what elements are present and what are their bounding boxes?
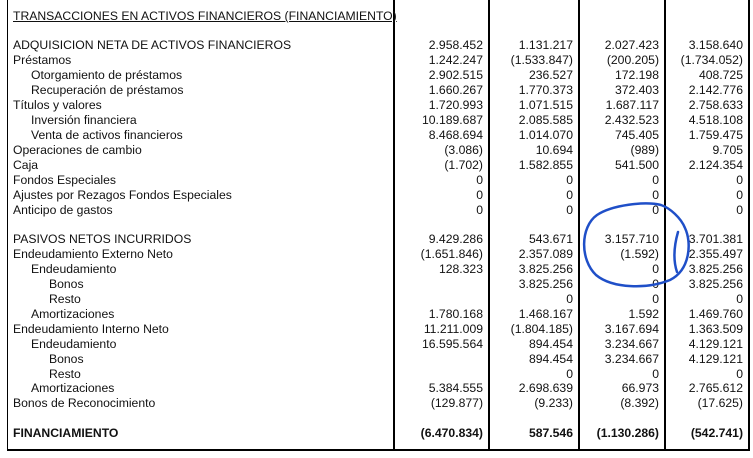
row-value-col-1: 11.211.009	[423, 322, 483, 336]
row-label: Bonos	[49, 352, 84, 366]
row-value-col-4: 1.363.509	[688, 322, 743, 336]
row-value-col-4: 4.129.121	[688, 352, 743, 366]
row-label: Venta de activos financieros	[31, 128, 183, 142]
row-value-col-4: 9.705	[712, 143, 743, 157]
row-value-col-1: 8.468.694	[428, 128, 483, 142]
row-value-col-4: 0	[736, 173, 743, 187]
row-value-col-4: 3.701.381	[688, 232, 743, 246]
row-value-col-1: 2.902.515	[428, 68, 483, 82]
row-value-col-3: 1.687.117	[605, 98, 659, 112]
row-value-col-2: 894.454	[528, 337, 573, 351]
row-label: Fondos Especiales	[13, 173, 116, 187]
row-value-col-2: 2.085.585	[518, 113, 573, 127]
row-value-col-1: 16.595.564	[422, 337, 483, 351]
row-label: Endeudamiento	[31, 262, 117, 276]
column-divider-4	[664, 0, 666, 450]
row-label: Ajustes por Rezagos Fondos Especiales	[13, 188, 232, 202]
row-value-col-3: (200.205)	[606, 53, 659, 67]
row-label: Resto	[49, 367, 81, 381]
row-value-col-2: 0	[566, 203, 573, 217]
row-value-col-2: 587.546	[528, 426, 573, 440]
row-value-col-3: 541.500	[614, 158, 659, 172]
row-label: Préstamos	[13, 53, 72, 67]
row-value-col-1: 1.242.247	[428, 53, 483, 67]
row-value-col-3: 0	[652, 367, 659, 381]
row-label: Anticipo de gastos	[13, 203, 113, 217]
row-value-col-2: 0	[566, 367, 573, 381]
row-value-col-1: (3.086)	[444, 143, 483, 157]
row-value-col-2: 0	[566, 188, 573, 202]
row-value-col-1: 128.323	[438, 262, 483, 276]
row-label: Endeudamiento Externo Neto	[13, 247, 173, 261]
row-label: FINANCIAMIENTO	[13, 426, 119, 440]
row-value-col-4: (1.734.052)	[680, 53, 743, 67]
row-value-col-2: 894.454	[528, 352, 573, 366]
row-value-col-2: 2.357.089	[518, 247, 573, 261]
row-value-col-1: 0	[476, 203, 483, 217]
row-value-col-3: 745.405	[614, 128, 659, 142]
row-value-col-3: 3.234.667	[604, 352, 659, 366]
row-value-col-3: 66.973	[621, 381, 659, 395]
row-value-col-4: 4.129.121	[688, 337, 743, 351]
row-value-col-3: (1.592)	[620, 247, 659, 261]
row-label: ADQUISICION NETA DE ACTIVOS FINANCIEROS	[13, 38, 292, 52]
row-label: Endeudamiento Interno Neto	[13, 322, 169, 336]
row-label: Caja	[13, 158, 39, 172]
row-value-col-3: 3.234.667	[604, 337, 659, 351]
row-value-col-3: 0	[652, 262, 659, 276]
row-value-col-1: 10.189.687	[422, 113, 483, 127]
row-value-col-3: 0	[652, 173, 659, 187]
row-value-col-2: 1.014.070	[518, 128, 573, 142]
column-divider-1	[393, 0, 395, 450]
row-value-col-4: 0	[736, 367, 743, 381]
row-value-col-3: 0	[652, 188, 659, 202]
row-value-col-2: (1.533.847)	[510, 53, 573, 67]
row-value-col-3: 2.027.423	[604, 38, 659, 52]
row-value-col-1: (6.470.834)	[420, 426, 483, 440]
row-value-col-2: 1.468.167	[518, 307, 573, 321]
row-value-col-4: 1.469.760	[688, 307, 743, 321]
row-value-col-3: 0	[652, 292, 659, 306]
row-value-col-2: 0	[566, 292, 573, 306]
row-value-col-4: 2.765.612	[688, 381, 743, 395]
row-label: Amortizaciones	[31, 307, 115, 321]
row-value-col-2: 3.825.256	[518, 277, 573, 291]
column-divider-3	[578, 0, 580, 450]
row-value-col-4: 2.355.497	[688, 247, 743, 261]
row-value-col-1: (1.651.846)	[420, 247, 483, 261]
row-value-col-4: 0	[736, 292, 743, 306]
row-value-col-1: (129.877)	[430, 396, 483, 410]
row-value-col-2: 236.527	[528, 68, 573, 82]
row-value-col-2: 3.825.256	[518, 262, 573, 276]
row-value-col-3: (1.130.286)	[596, 426, 659, 440]
row-value-col-2: 2.698.639	[518, 381, 573, 395]
row-value-col-2: 1.131.217	[518, 38, 573, 52]
row-value-col-4: 2.758.633	[688, 98, 743, 112]
row-value-col-3: 372.403	[614, 83, 659, 97]
row-label: Resto	[49, 292, 81, 306]
row-value-col-2: 10.694	[535, 143, 573, 157]
row-value-col-4: 0	[736, 203, 743, 217]
row-value-col-1: 5.384.555	[428, 381, 483, 395]
row-value-col-3: 0	[652, 203, 659, 217]
row-value-col-4: 2.142.776	[688, 83, 743, 97]
row-value-col-2: 543.671	[528, 232, 573, 246]
row-value-col-3: 3.157.710	[604, 232, 659, 246]
row-value-col-4: (17.625)	[697, 396, 743, 410]
right-border	[748, 0, 750, 450]
row-label: Títulos y valores	[13, 98, 102, 112]
row-value-col-4: 3.158.640	[688, 38, 743, 52]
row-label: PASIVOS NETOS INCURRIDOS	[13, 232, 192, 246]
row-value-col-3: 3.167.694	[604, 322, 659, 336]
row-value-col-4: (542.741)	[690, 426, 743, 440]
row-label: Amortizaciones	[31, 381, 115, 395]
row-label: Bonos	[49, 277, 84, 291]
row-value-col-2: 1.071.515	[518, 98, 573, 112]
row-value-col-1: 1.780.168	[428, 307, 483, 321]
row-value-col-2: (9.233)	[534, 396, 573, 410]
row-label: Recuperación de préstamos	[31, 83, 184, 97]
row-value-col-4: 3.825.256	[688, 262, 743, 276]
row-value-col-4: 1.759.475	[688, 128, 743, 142]
bottom-border	[7, 449, 750, 451]
row-value-col-3: 0	[652, 277, 659, 291]
row-value-col-4: 408.725	[698, 68, 743, 82]
row-value-col-2: (1.804.185)	[510, 322, 573, 336]
table-title: TRANSACCIONES EN ACTIVOS FINANCIEROS (FINANCIAMIENTO)	[13, 9, 397, 23]
row-value-col-3: (989)	[630, 143, 659, 157]
row-label: Bonos de Reconocimiento	[13, 396, 156, 410]
row-value-col-1: 0	[476, 173, 483, 187]
row-value-col-4: 4.518.108	[688, 113, 743, 127]
row-value-col-3: (8.392)	[620, 396, 659, 410]
row-label: Inversión financiera	[31, 113, 137, 127]
row-label: Otorgamiento de préstamos	[31, 68, 183, 82]
row-value-col-3: 172.198	[614, 68, 659, 82]
row-value-col-4: 3.825.256	[688, 277, 743, 291]
row-value-col-1: 2.958.452	[428, 38, 483, 52]
row-value-col-2: 0	[566, 173, 573, 187]
row-value-col-1: 9.429.286	[428, 232, 483, 246]
left-border	[7, 0, 8, 450]
row-value-col-4: 0	[736, 188, 743, 202]
row-value-col-1: 1.660.267	[428, 83, 483, 97]
column-divider-2	[488, 0, 490, 450]
row-value-col-1: (1.702)	[444, 158, 483, 172]
row-value-col-2: 1.582.855	[518, 158, 573, 172]
row-value-col-2: 1.770.373	[518, 83, 573, 97]
row-value-col-3: 1.592	[628, 307, 659, 321]
row-value-col-3: 2.432.523	[604, 113, 659, 127]
row-value-col-1: 1.720.993	[428, 98, 483, 112]
row-value-col-4: 2.124.354	[688, 158, 743, 172]
row-value-col-1: 0	[476, 188, 483, 202]
row-label: Endeudamiento	[31, 337, 117, 351]
row-label: Operaciones de cambio	[13, 143, 142, 157]
